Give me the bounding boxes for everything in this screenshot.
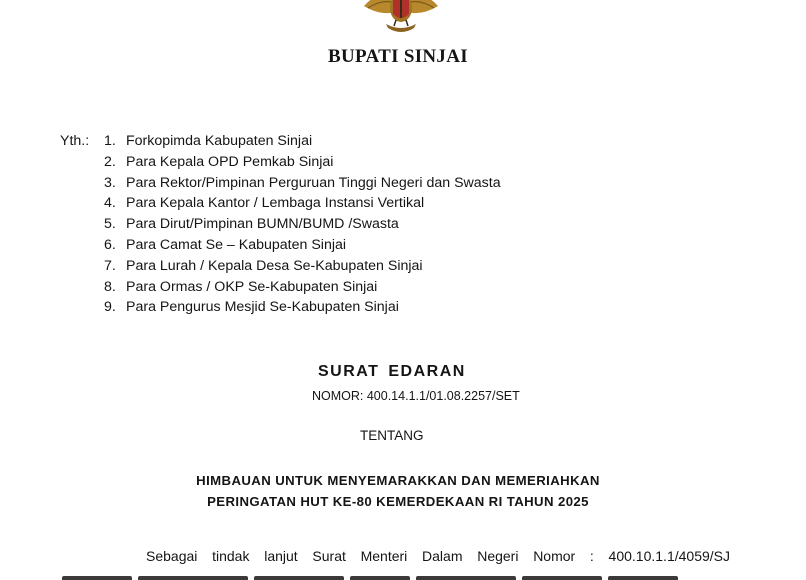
list-item-text: Para Dirut/Pimpinan BUMN/BUMD /Swasta [126,216,399,233]
list-item-text: Para Rektor/Pimpinan Perguruan Tinggi Negeri dan Swasta [126,174,501,191]
list-item-number: 4. [104,195,116,212]
circular-subject [0,470,796,512]
list-item-number: 5. [104,216,116,233]
list-item [104,256,501,277]
list-item-number: 2. [104,153,116,170]
list-item-number: 3. [104,174,116,191]
list-item-text: Para Kepala OPD Pemkab Sinjai [126,153,334,170]
subject-line: HIMBAUAN UNTUK MENYEMARAKKAN DAN MEMERIAHKAN [196,473,600,488]
list-item-number: 9. [104,299,116,316]
list-item-text: Para Kepala Kantor / Lembaga Instansi Vertikal [126,195,425,212]
recipients-label: Yth.: [60,133,90,149]
circular-number: NOMOR: 400.14.1.1/01.08.2257/SET [312,389,520,403]
about-label: TENTANG [360,428,424,443]
list-item [104,173,501,194]
subject-line: PERINGATAN HUT KE-80 KEMERDEKAAN RI TAHUN 2025 [207,494,589,509]
list-item-text: Para Lurah / Kepala Desa Se-Kabupaten Sinjai [126,257,423,274]
garuda-emblem-icon [356,0,446,36]
cut-off-text-line [62,572,730,580]
list-item-text: Para Pengurus Mesjid Se-Kabupaten Sinjai [126,299,399,316]
list-item [104,235,501,256]
list-item-text: Para Camat Se – Kabupaten Sinjai [126,236,347,253]
body-first-line: Sebagai tindak lanjut Surat Menteri Dalam Negeri Nomor : 400.10.1.1/4059/SJ [146,548,730,564]
list-item [104,152,501,173]
list-item [104,214,501,235]
list-item-number: 8. [104,278,116,295]
list-item-text: Para Ormas / OKP Se-Kabupaten Sinjai [126,278,378,295]
header-title: BUPATI SINJAI [328,46,468,67]
circular-title: SURAT EDARAN [318,363,466,380]
list-item-number: 6. [104,236,116,253]
list-item-number: 1. [104,133,116,149]
list-item-number: 7. [104,257,116,274]
list-item [104,193,501,214]
recipients-list [104,131,501,318]
list-item-text: Forkopimda Kabupaten Sinjai [126,133,313,149]
list-item [104,297,501,318]
list-item [104,131,501,152]
list-item [104,277,501,298]
